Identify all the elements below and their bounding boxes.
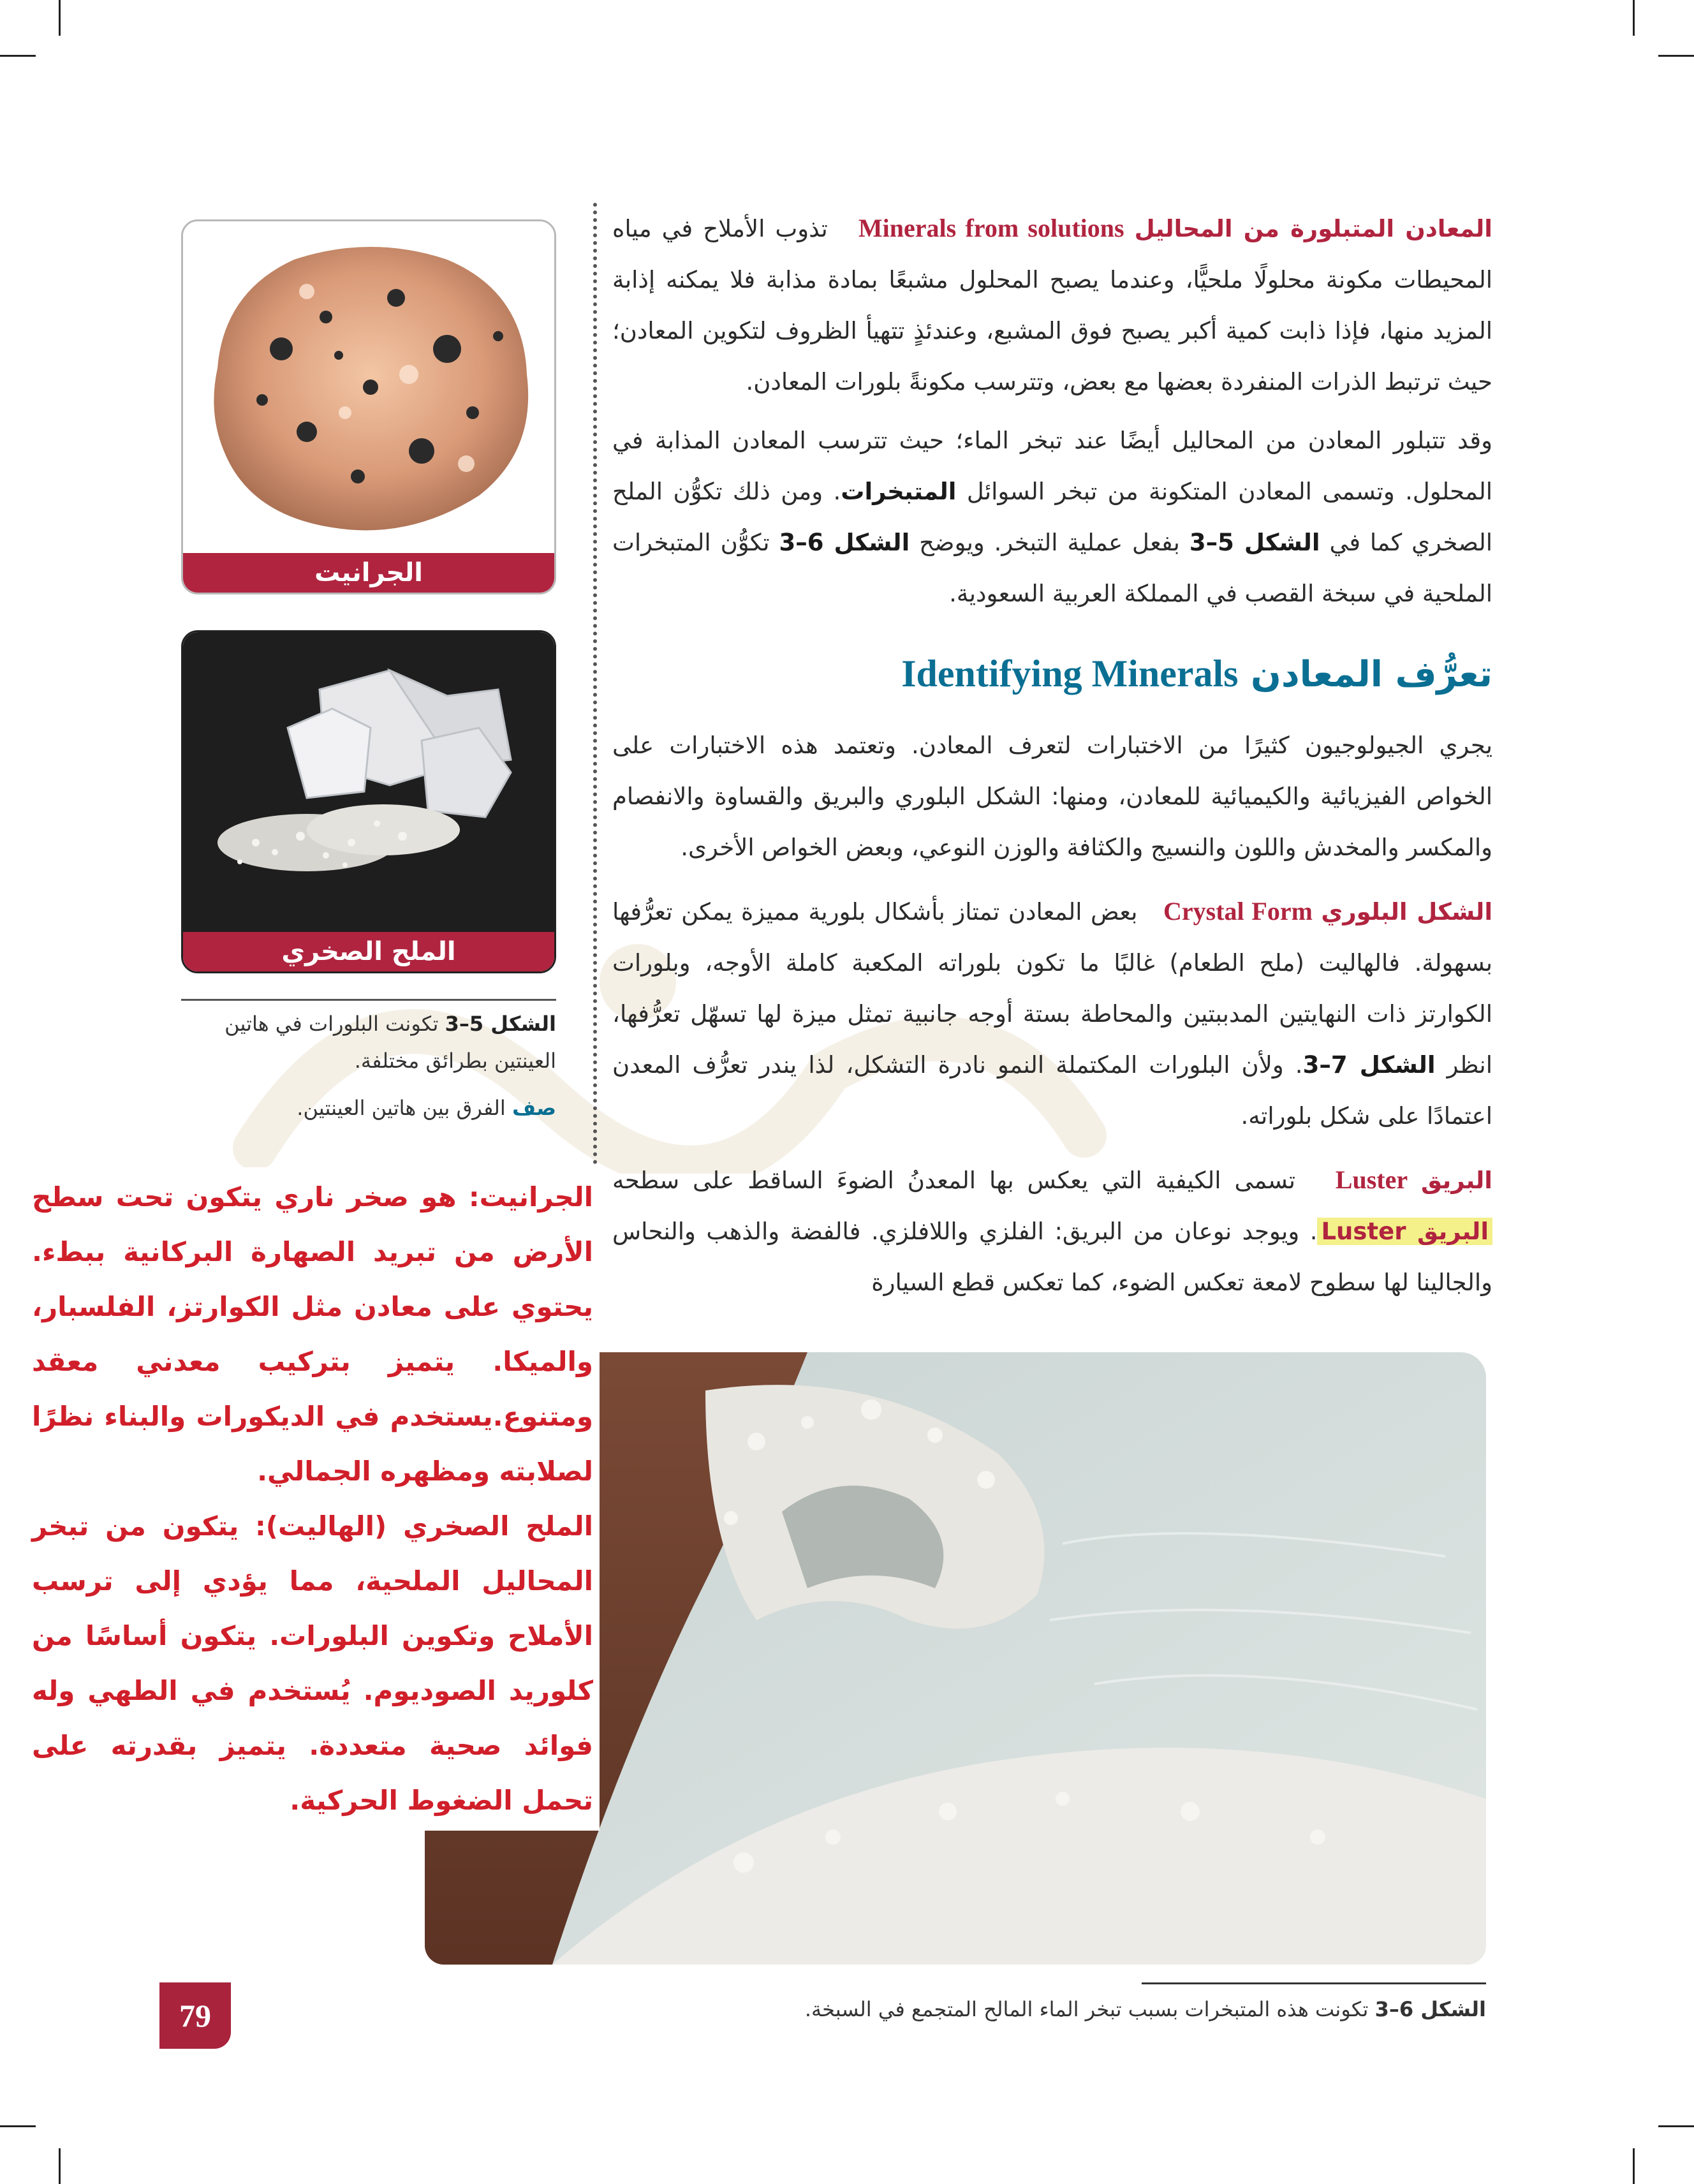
rock-salt-card [181,630,556,973]
paragraph-solutions [612,203,1492,408]
luster-text-1: تسمى الكيفية التي يعكس بها المعدنُ الضوءَ الساقط على سطحه [612,1167,1296,1194]
crop-mark [59,2148,61,2184]
evaporites-text-4: تكوُّن المتبخرات الملحية في سبخة القصب في المملكة العربية السعودية. [612,529,1492,607]
heading-solutions-en: Minerals from solutions [858,214,1124,242]
paragraph-evaporites [612,415,1492,619]
figure-6-3-caption [805,1990,1486,2028]
crop-mark [59,0,61,36]
figure-6-3-text: تكونت هذه المتبخرات بسبب تبخر الماء المالح المتجمع في السبخة. [804,1997,1369,2021]
granite-rock-illustration [181,221,554,553]
rock-salt-label: الملح الصخري [183,932,554,971]
granite-label: الجرانيت [183,553,554,593]
red-annotation-note [26,1167,600,1831]
figure-5-3-number: الشكل 5–3 [445,1012,556,1036]
granite-image [183,221,554,553]
figure-ref-7-3[interactable]: الشكل 7–3 [1302,1051,1436,1079]
figure-ref-6-3[interactable]: الشكل 6–3 [779,529,910,556]
crystal-form-text-1: بعض المعادن تمتاز بأشكال بلورية مميزة يمكن تعرُّفها بسهولة. فالهاليت (ملح الطعام) غالبًا ما تكون بلوراته المكعبة كاملة الأوجه، وبلورات الكوارتز ذات النهايتين المدببتين والمحاطة بستة أوجه جانبية تمثل ميزة لها تسهّل تعرُّفها، انظر [612,898,1492,1079]
heading-solutions-ar: المعادن المتبلورة من المحاليل [1134,215,1492,242]
figure-ref-5-3[interactable]: الشكل 5–3 [1189,529,1320,556]
evaporites-term: المتبخرات [841,478,957,505]
rock-salt-image [183,632,554,932]
evaporites-text-1: وقد تتبلور المعادن من المحاليل أيضًا عند تبخر الماء؛ حيث تترسب المعادن المذابة في المحلول. وتسمى المعادن المتكونة من تبخر السوائل [612,427,1492,505]
heading-luster-ar: البريق [1421,1167,1492,1194]
main-text-column [612,203,1492,1316]
crop-mark [1633,2148,1635,2184]
paragraph-solutions-text: تذوب الأملاح في مياه المحيطات مكونة محلولًا ملحيًّا، وعندما يصبح المحلول مشبعًا بمادة مذابة فلا يمكنه إذابة المزيد منها، فإذا ذابت كمية أكبر يصبح فوق المشبع، وعندئذٍ تتهيأ الظروف لتكوين المعادن؛ حيث ترتبط الذرات المنفردة بعضها مع بعض، وتترسب مكونةً بلورات المعادن. [612,215,1492,395]
heading-crystal-form-en: Crystal Form [1163,897,1313,926]
evaporites-text-2: . ومن ذلك تكوُّن الملح الصخري كما في [612,478,1492,556]
rock-salt-illustration [181,632,554,932]
page-number: 79 [159,1982,231,2049]
section-title-en: Identifying Minerals [901,653,1239,695]
section-title-ar: تعرُّف المعادن [1251,654,1492,695]
luster-highlighted-term: البريق Luster [1317,1218,1492,1245]
figure-5-3-text: تكونت البلورات في هاتين العينتين بطرائق مختلفة. [225,1012,556,1073]
column-divider [593,203,597,1249]
granite-card [181,219,556,594]
question-label: صف [512,1096,556,1120]
figure-5-3-caption [181,1005,556,1079]
figure-5-3-rule [181,999,556,1001]
paragraph-crystal-form [612,886,1492,1142]
luster-text-2: . ويوجد نوعان من البريق: الفلزي واللافلزي. فالفضة والذهب والنحاس والجالينا لها سطوح لامعة تعكس الضوء، كما تعكس قطع السيارة [612,1218,1492,1296]
crystal-form-text-2: . ولأن البلورات المكتملة النمو نادرة التشكل، لذا يندر تعرُّف المعدن اعتمادًا على شكل بلوراته. [612,1051,1492,1130]
figure-6-3-rule [1142,1982,1486,1984]
crop-mark [1633,0,1635,36]
question-text: الفرق بين هاتين العينتين. [297,1096,506,1120]
crop-mark [0,2125,36,2127]
section-title-identifying-minerals [612,645,1492,704]
crop-mark [1658,55,1694,57]
heading-luster-en: Luster [1335,1165,1408,1194]
evaporites-text-3: بفعل عملية التبخر. ويوضح [919,529,1180,556]
paragraph-luster [612,1155,1492,1308]
paragraph-identifying: يجري الجيولوجيون كثيرًا من الاختبارات لتعرف المعادن. وتعتمد هذه الاختبارات على الخواص الفيزيائية والكيميائية للمعادن، ومنها: الشكل البلوري والبريق والقساوة والانفصام والمكسر والمخدش واللون والنسيج والكثافة والوزن النوعي، وبعض الخواص الأخرى. [612,732,1492,861]
heading-crystal-form-ar: الشكل البلوري [1321,898,1492,926]
figure-5-3-question [181,1089,556,1126]
note-rock-salt: الملح الصخري (الهاليت): يتكون من تبخر المحاليل الملحية، مما يؤدي إلى ترسب الأملاح وتكوين البلورات. يتكون أساسًا من كلوريد الصوديوم. يُستخدم في الطهي وله فوائد صحية متعددة. يتميز بقدرته على تحمل الضغوط الحركية. [32,1510,593,1816]
crop-mark [1658,2125,1694,2127]
note-granite: الجرانيت: هو صخر ناري يتكون تحت سطح الأرض من تبريد الصهارة البركانية ببطء. يحتوي على معادن مثل الكوارتز، الفلسبار، والميكا. يتميز بتركيب معدني معقد ومتنوع.يستخدم في الديكورات والبناء نظرًا لصلابته ومظهره الجمالي. [32,1181,593,1487]
crop-mark [0,55,36,57]
figure-6-3-number: الشكل 6–3 [1374,1997,1486,2021]
